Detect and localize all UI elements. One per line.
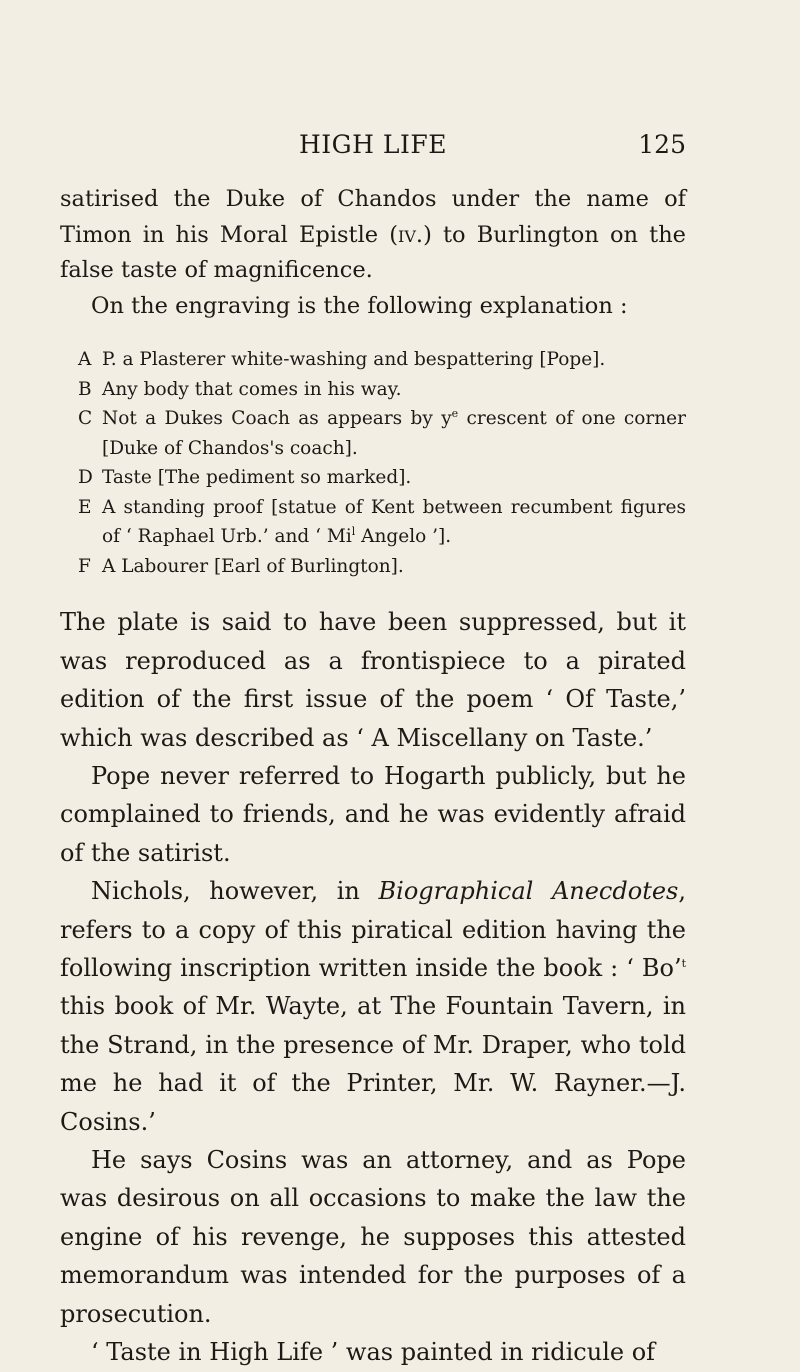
text-run: ) to Burlington on the false taste of magnificence. [60, 221, 686, 284]
legend-letter: B [78, 378, 92, 400]
paragraph: ‘ Taste in High Life ’ was painted in ridicule of [91, 1338, 656, 1367]
paragraph [60, 872, 686, 1141]
legend-text: Any body that comes in his way. [102, 378, 402, 400]
paragraph: He says Cosins was an attorney, and as Pope was desirous on all occasions to make the law the engine of his revenge, he supposes this attested memorandum was intended for the purposes of a prosecution. [60, 1146, 686, 1328]
legend-text: A Labourer [Earl of Burlington]. [102, 555, 404, 577]
main-text [60, 603, 686, 1371]
page-body [60, 182, 686, 1372]
paragraph [60, 182, 686, 289]
book-title: Biographical Anecdotes [378, 877, 679, 906]
text-run: , refers to a copy of this piratical edition having the following inscription written inside the book : ‘ Bo’ [60, 877, 686, 983]
legend-letter: C [78, 408, 93, 430]
paragraph: On the engraving is the following explanation : [91, 292, 628, 319]
legend-item [78, 404, 686, 463]
legend-letter: E [78, 496, 92, 518]
legend-item [78, 375, 686, 405]
running-head: HIGH LIFE [299, 130, 447, 159]
legend-letter: A [78, 349, 92, 371]
superscript: t [681, 957, 686, 971]
page-header [60, 130, 686, 166]
paragraph: Pope never referred to Hogarth publicly, but he complained to friends, and he was evidently afraid of the satirist. [60, 762, 686, 867]
legend-item [78, 463, 686, 493]
superscript: e [451, 407, 459, 421]
legend-text: crescent of one corner [Duke of Chandos's coach]. [102, 408, 686, 459]
legend-letter: F [78, 555, 91, 577]
superscript: l [351, 525, 356, 539]
legend-text: Not a Dukes Coach as appears by y [102, 408, 452, 430]
legend-text: P. a Plasterer white-washing and bespattering [Pope]. [102, 349, 606, 371]
text-run: this book of Mr. Wayte, at The Fountain Tavern, in the Strand, in the presence of Mr. Draper, who told me he had it of the Printer, Mr. W. Rayner.—J. Cosins.’ [60, 992, 686, 1136]
legend-item [78, 345, 686, 375]
legend-item [78, 552, 686, 582]
paragraph: The plate is said to have been suppressed, but it was reproduced as a frontispiece to a pirated edition of the first issue of the poem ‘ Of Taste,’ which was described as ‘ A Miscellany on Taste.’ [60, 608, 686, 752]
legend-text: A standing proof [statue of Kent between recumbent figures of ‘ Raphael Urb.’ and ‘ Mi [102, 496, 686, 548]
legend-item [78, 493, 686, 552]
roman-numeral: iv. [398, 221, 424, 248]
text-run: Nichols, however, in [91, 877, 379, 906]
legend-text: Angelo ’]. [355, 526, 452, 548]
text-run: satirised the Duke of Chandos under the name of Timon in his Moral Epistle ( [60, 186, 686, 248]
legend-text: Taste [The pediment so marked]. [102, 467, 412, 489]
engraving-legend [78, 345, 686, 581]
page-number: 125 [638, 130, 686, 159]
legend-letter: D [78, 467, 93, 489]
